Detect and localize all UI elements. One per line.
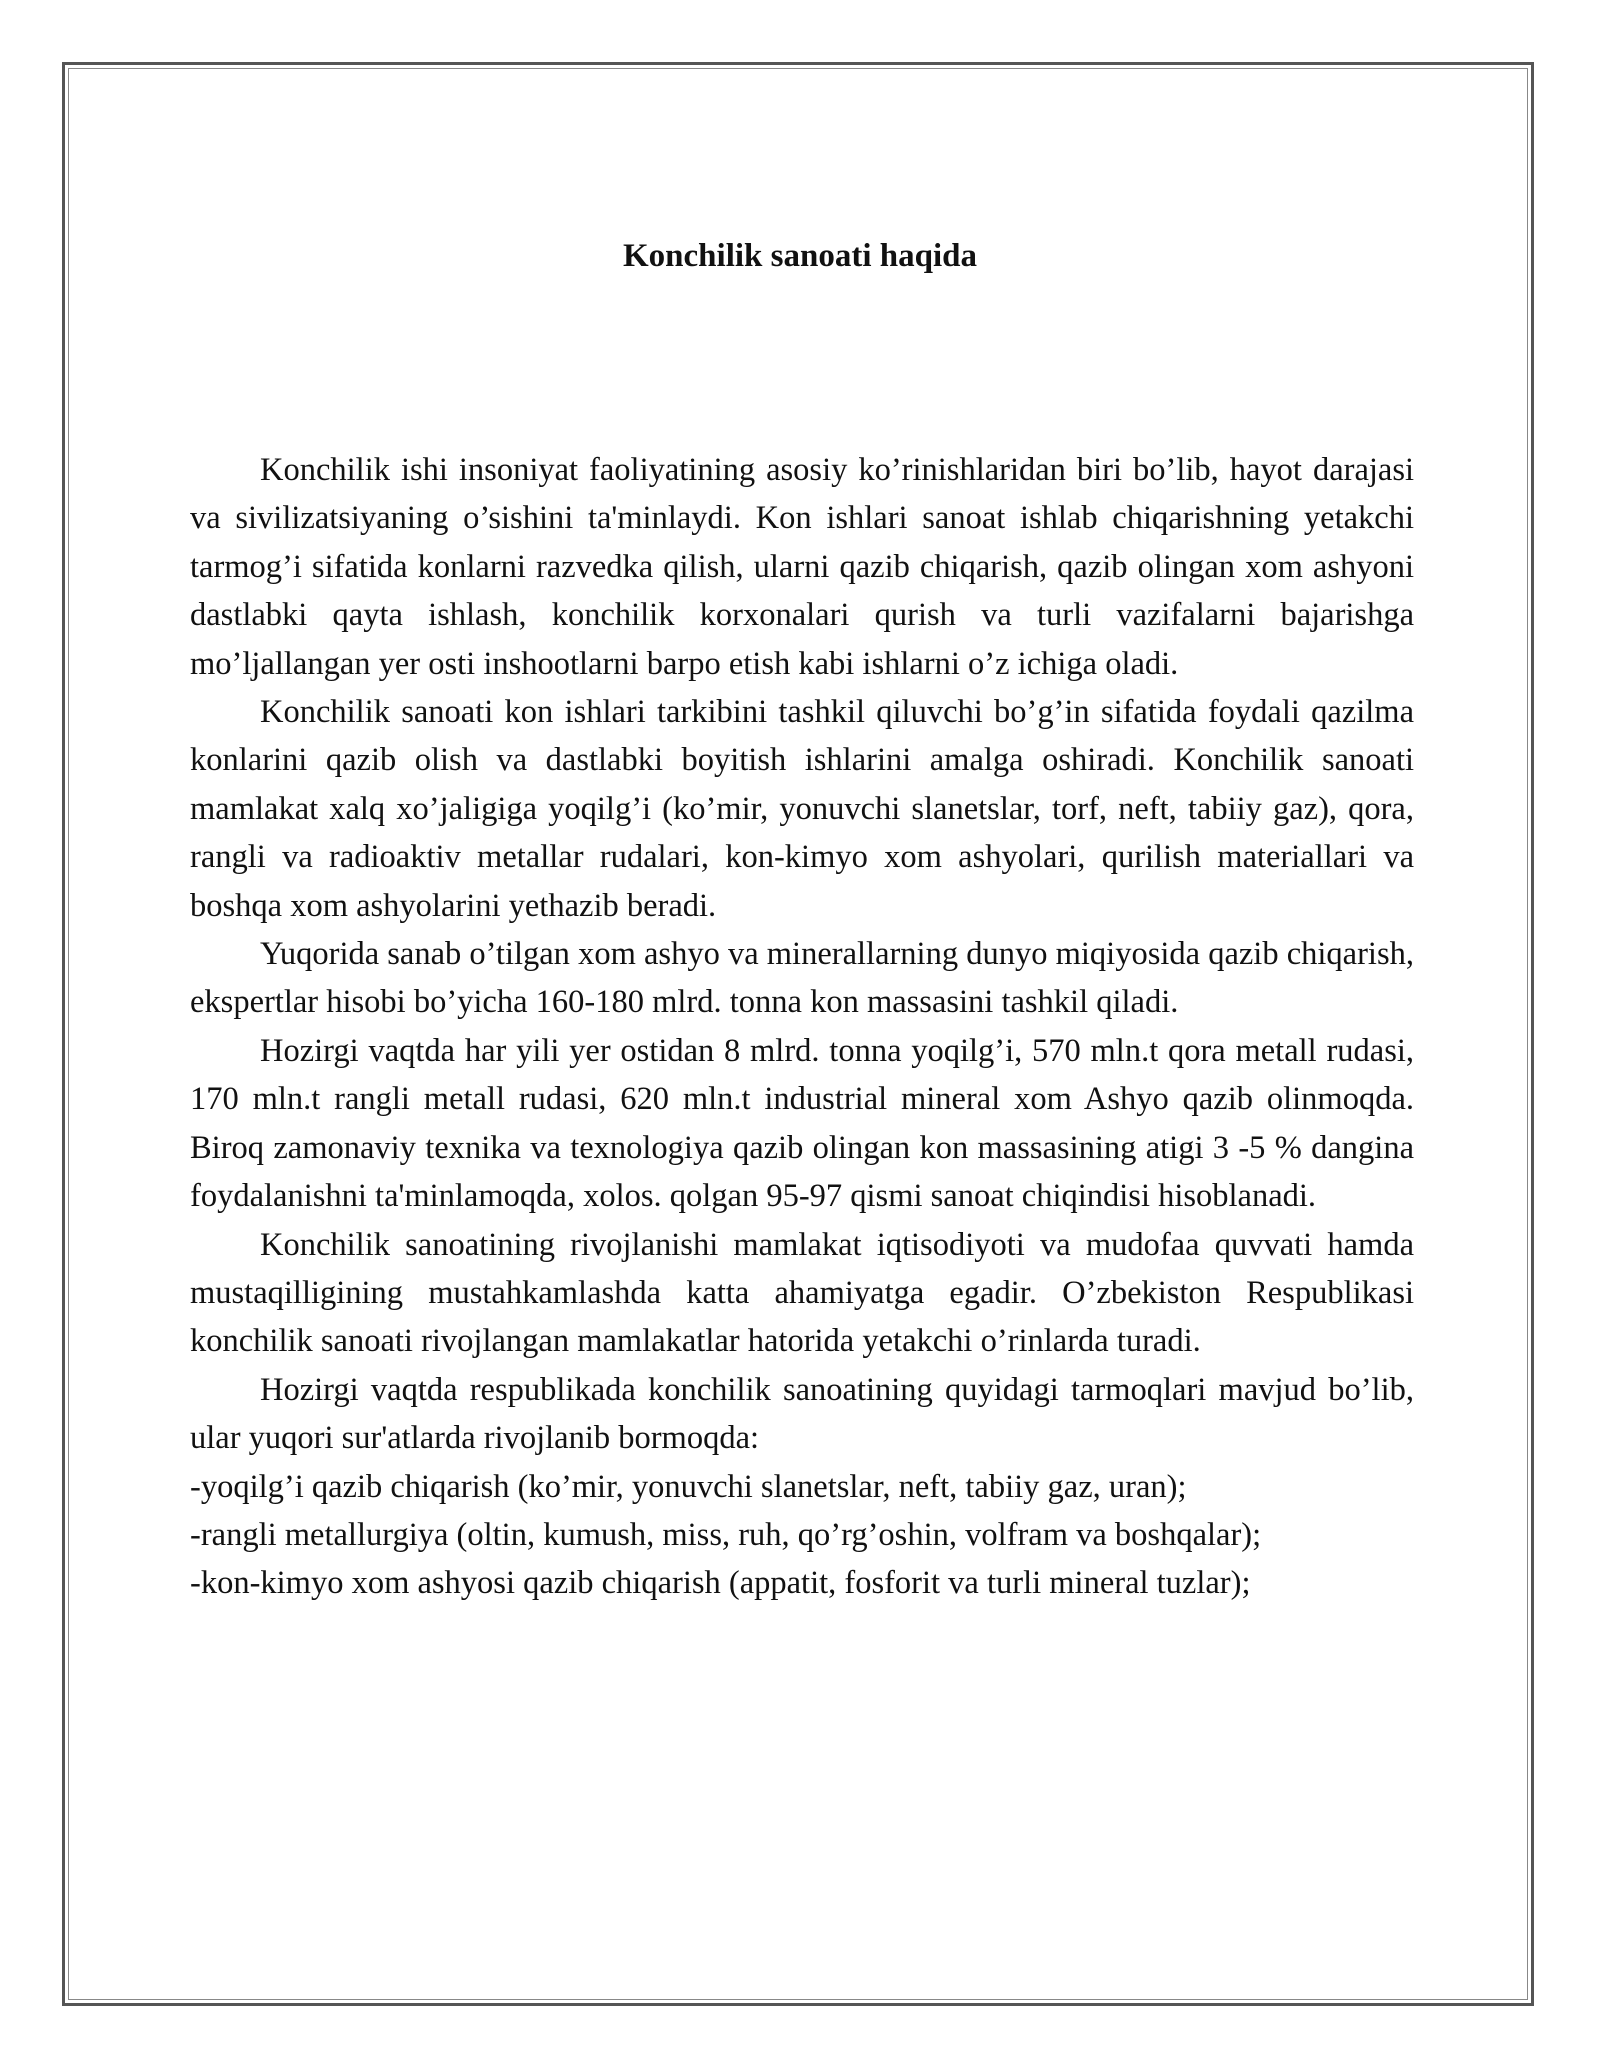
paragraph-1: Konchilik ishi insoniyat faoliyatining asosiy ko’rinishlaridan biri bo’lib, hayot darajasi va sivilizatsiyaning o’sishini ta'minlaydi. Kon ishlari sanoat ishlab chiqarishning yetakchi tarmog’i sifatida konlarni razvedka qilish, ularni qazib chiqarish, qazib olingan xom ashyoni dastlabki qayta ishlash, konchilik korxonalari qurish va turli vazifalarni bajarishga mo’ljallangan yer osti inshootlarni barpo etish kabi ishlarni o’z ichiga oladi. xyxy=(190,452,1414,682)
list-item-mining-chemical: -kon-kimyo xom ashyosi qazib chiqarish (appatit, fosforit va turli mineral tuzlar); xyxy=(190,1565,1251,1602)
document-title: Konchilik sanoati haqida xyxy=(623,238,977,274)
paragraph-4: Hozirgi vaqtda har yili yer ostidan 8 mlrd. tonna yoqilg’i, 570 mln.t qora metall rudasi, 170 mln.t rangli metall rudasi, 620 mln.t industrial mineral xom Ashyo qazib olinmoqda. Biroq zamonaviy texnika va texnologiya qazib olingan kon massasining atigi 3 -5 % dangina foydalanishni ta'minlamoqda, xolos. qolgan 95-97 qismi sanoat chiqindisi hisoblanadi. xyxy=(190,1032,1414,1215)
paragraph-2: Konchilik sanoati kon ishlari tarkibini tashkil qiluvchi bo’g’in sifatida foydali qazilma konlarini qazib olish va dastlabki boyitish ishlarini amalga oshiradi. Konchilik sanoati mamlakat xalq xo’jaligiga yoqilg’i (ko’mir, yonuvchi slanetslar, torf, neft, tabiiy gaz), qora, rangli va radioaktiv metallar rudalari, kon-kimyo xom ashyolari, qurilish materiallari va boshqa xom ashyolarini yethazib beradi. xyxy=(190,694,1414,924)
paragraph-6: Hozirgi vaqtda respublikada konchilik sanoatining quyidagi tarmoqlari mavjud bo’lib, ular yuqori sur'atlarda rivojlanib bormoqda: xyxy=(190,1371,1414,1457)
paragraph-5: Konchilik sanoatining rivojlanishi mamlakat iqtisodiyoti va mudofaa quvvati hamda mustaqilligining mustahkamlashda katta ahamiyatga egadir. O’zbekiston Respublikasi konchilik sanoati rivojlangan mamlakatlar hatorida yetakchi o’rinlarda turadi. xyxy=(190,1226,1414,1360)
document-body xyxy=(190,446,1414,1608)
paragraph-3: Yuqorida sanab o’tilgan xom ashyo va minerallarning dunyo miqiyosida qazib chiqarish, ekspertlar hisobi bo’yicha 160-180 mlrd. tonna kon massasini tashkil qiladi. xyxy=(190,936,1414,1021)
list-item-metallurgy: -rangli metallurgiya (oltin, kumush, miss, ruh, qo’rg’oshin, volfram va boshqalar); xyxy=(190,1516,1262,1553)
list-item-fuel: -yoqilg’i qazib chiqarish (ko’mir, yonuvchi slanetslar, neft, tabiiy gaz, uran); xyxy=(190,1468,1187,1505)
